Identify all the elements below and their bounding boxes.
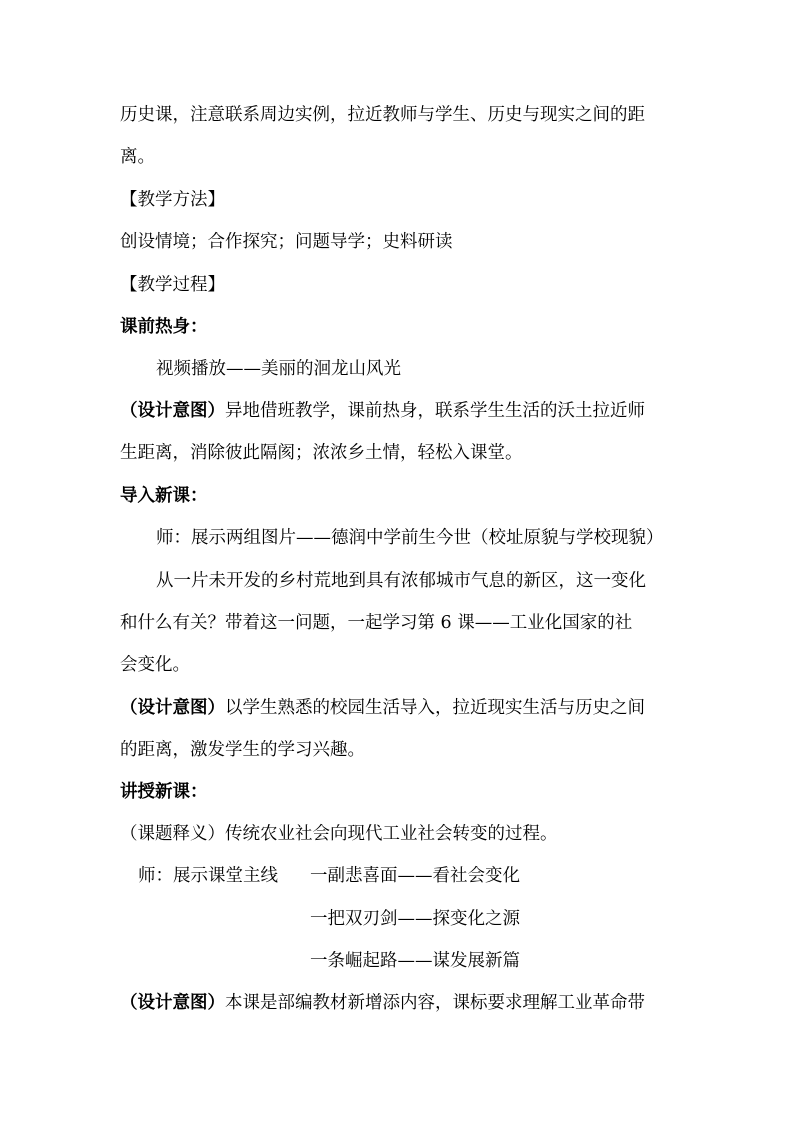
design-intent-text: 本课是部编教材新增添内容，课标要求理解工业革命带 xyxy=(225,993,645,1013)
paragraph-line: 和什么有关？带着这一问题，一起学习第 6 课——工业化国家的社 xyxy=(120,613,633,633)
mainline-item: 一把双刃剑——探变化之源 xyxy=(310,909,520,929)
section-heading-process: 【教学过程】 xyxy=(120,275,225,295)
lesson-mainline-label: 师：展示课堂主线 xyxy=(138,866,278,886)
mainline-item: 一副悲喜面——看社会变化 xyxy=(310,866,520,886)
design-intent-label: （设计意图） xyxy=(120,993,225,1013)
design-intent-text: 以学生熟悉的校园生活导入，拉近现实生活与历史之间 xyxy=(225,698,645,718)
paragraph-line: 离。 xyxy=(120,147,155,167)
paragraph-line: 从一片未开发的乡村荒地到具有浓郁城市气息的新区，这一变化 xyxy=(156,571,646,591)
subheading-intro: 导入新课： xyxy=(120,486,208,506)
paragraph-line xyxy=(120,696,680,720)
paragraph-line: 师：展示两组图片——德润中学前生今世（校址原貌与学校现貌） xyxy=(156,528,664,548)
section-heading-method: 【教学方法】 xyxy=(120,190,225,210)
subheading-new-lesson: 讲授新课： xyxy=(120,782,208,802)
design-intent-label: （设计意图） xyxy=(120,698,225,718)
paragraph-line: 历史课，注意联系周边实例，拉近教师与学生、历史与现实之间的距 xyxy=(120,105,645,125)
paragraph-line xyxy=(120,399,680,423)
paragraph-line xyxy=(120,991,680,1015)
paragraph-line: 会变化。 xyxy=(120,655,190,675)
paragraph-line: 视频播放——美丽的洄龙山风光 xyxy=(156,359,401,379)
paragraph-line: 的距离，激发学生的学习兴趣。 xyxy=(120,740,365,760)
design-intent-label: （设计意图） xyxy=(120,401,225,421)
subheading-warmup: 课前热身： xyxy=(120,317,208,337)
design-intent-text: 异地借班教学，课前热身，联系学生生活的沃土拉近师 xyxy=(225,401,645,421)
mainline-item: 一条崛起路——谋发展新篇 xyxy=(310,951,520,971)
paragraph-line: （课题释义）传统农业社会向现代工业社会转变的过程。 xyxy=(120,824,558,844)
paragraph-line: 生距离，消除彼此隔阂；浓浓乡土情，轻松入课堂。 xyxy=(120,443,523,463)
paragraph-line: 创设情境；合作探究；问题导学；史料研读 xyxy=(120,232,453,252)
